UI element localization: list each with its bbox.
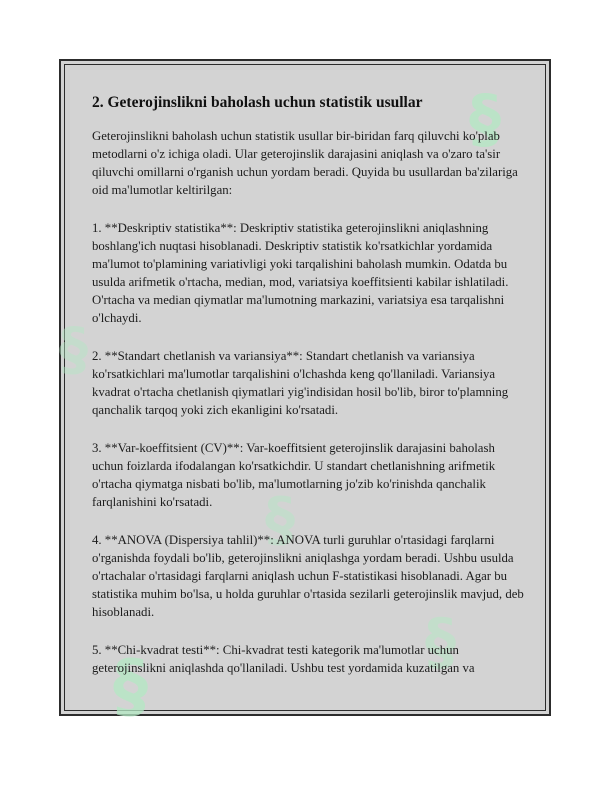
- paragraph-descriptive-statistics: 1. **Deskriptiv statistika**: Deskriptiv statistika geterojinslikni aniqlashning boshlang'ich nuqtasi hisoblanadi. Deskriptiv statistik ko'rsatkichlar yordamida ma'lumot to'plamining variativligi yoki tarqalishini baholash mumkin. Odatda bu usulda arifmetik o'rtacha, median, mod, variatsiya koeffitsienti kabilar ishlatiladi. O'rtacha va median qiymatlar ma'lumotning markazini, variatsiya esa tarqalishni o'lchaydi.: [92, 221, 509, 325]
- paragraph-coefficient-of-variation: 3. **Var-koeffitsient (CV)**: Var-koeffitsient geterojinslik darajasini baholash uchun foizlarda ifodalangan ko'rsatkichdir. U standart chetlanishning arifmetik o'rtacha qiymatga nisbati bo'lib, ma'lumotlarning jo'zib ko'rinishda qanchalik farqlanishini ko'rsatadi.: [92, 441, 496, 509]
- watermark-glyph: §: [59, 315, 88, 383]
- watermark-glyph: §: [113, 645, 148, 727]
- page-frame-inner: [59, 64, 546, 727]
- intro-paragraph: Geterojinslikni baholash uchun statistik usullar bir-biridan farq qiluvchi ko'plab metodlarni o'z ichiga oladi. Ular geterojinslik darajasini aniqlash va o'zaro ta'sir qiluvchi omillarni o'rganish uchun yordam beradi. Quyida bu usullardan ba'zilariga oid ma'lumotlar keltirilgan:: [92, 129, 518, 197]
- section-heading: 2. Geterojinslikni baholash uchun statistik usullar: [92, 94, 423, 111]
- paragraph-anova: 4. **ANOVA (Dispersiya tahlil)**: ANOVA turli guruhlar o'rtasidagi farqlarni o'rganishda foydali bo'lib, geterojinslikni aniqlashga yordam beradi. Ushbu usulda o'rtachalar o'rtasidagi farqlarni aniqlash uchun F-statistikasi hisoblanadi. Agar bu statistika muhim bo'lsa, u holda guruhlar o'rtasida sezilarli geterojinslik mavjud, deb hisoblanadi.: [92, 533, 524, 619]
- watermark-glyph: §: [469, 83, 501, 157]
- paragraph-chi-square: 5. **Chi-kvadrat testi**: Chi-kvadrat testi kategorik ma'lumotlar uchun geterojinslikni aniqlashda qo'llaniladi. Ushbu test yordamida kuzatilgan va: [92, 643, 475, 675]
- watermark-glyph: §: [425, 605, 456, 678]
- document-content: [92, 93, 524, 697]
- page-frame: [59, 59, 551, 727]
- watermark-glyph: §: [265, 485, 295, 555]
- paragraph-standard-deviation: 2. **Standart chetlanish va variansiya**: Standart chetlanish va variansiya ko'rsatkichlari ma'lumotlar tarqalishini o'lchashda keng qo'llaniladi. Variansiya kvadrat o'rtacha chetlanish qiymatlari yig'indisidan hosil bo'lib, biror to'plamning qanchalik tarqoq yoki zich ekanligini ko'rsatadi.: [92, 349, 509, 417]
